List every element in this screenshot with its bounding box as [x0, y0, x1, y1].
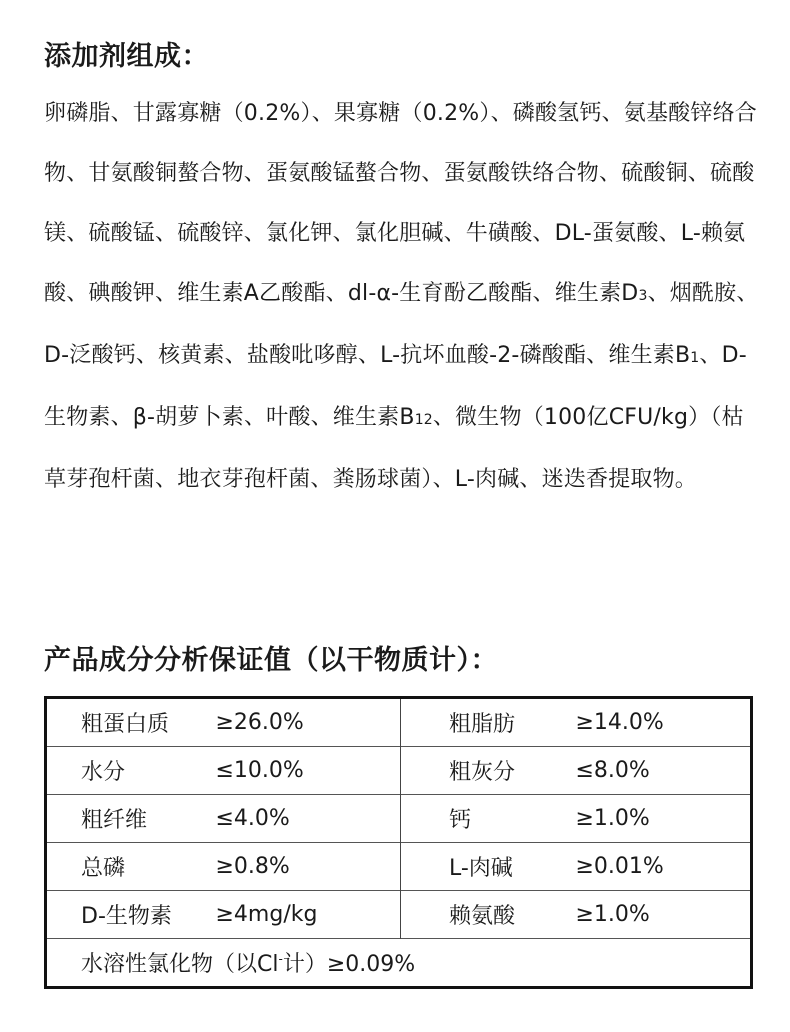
nutrient-value: ≥26.0% — [216, 698, 401, 747]
table-row — [46, 843, 752, 891]
additives-text-1: 卵磷脂、甘露寡糖（0.2%）、果寡糖（0.2%）、磷酸氢钙、氨基酸锌络合物、甘氨酸铜螯合物、蛋氨酸锰螯合物、蛋氨酸铁络合物、硫酸铜、硫酸镁、硫酸锰、硫酸锌、氯化钾、氯化胆碱、牛磺酸、DL-蛋氨酸、L-赖氨酸、碘酸钾、维生素A乙酸酯、dl-α-生育酚乙酸酯、维生素D — [44, 101, 757, 306]
subscript-3: 3 — [638, 288, 648, 304]
nutrient-value: ≤4.0% — [216, 795, 401, 843]
nutrient-name: 粗蛋白质 — [81, 712, 170, 737]
nutrient-name: 赖氨酸 — [401, 891, 576, 939]
subscript-12: 12 — [414, 412, 433, 428]
subscript-1: 1 — [690, 350, 700, 366]
nutrient-value: ≥14.0% — [575, 710, 664, 735]
nutrient-name: 水分 — [46, 747, 216, 795]
analysis-title: 产品成分分析保证值（以干物质计）： — [44, 645, 498, 676]
additives-list — [44, 84, 764, 510]
nutrient-name: 粗脂肪 — [449, 712, 516, 737]
table-row — [46, 747, 752, 795]
additives-text-3: 、D-生物素、β-胡萝卜素、叶酸、维生素B — [44, 343, 747, 430]
nutrient-value: ≥4mg/kg — [216, 891, 401, 939]
nutrient-name: D-生物素 — [46, 891, 216, 939]
nutrient-value: ≤8.0% — [576, 747, 752, 795]
nutrient-name: 钙 — [401, 795, 576, 843]
nutrient-name: L-肉碱 — [401, 843, 576, 891]
analysis-table — [44, 696, 753, 989]
nutrient-name: 粗纤维 — [46, 795, 216, 843]
additives-text-2: 、烟酰胺、D-泛酸钙、核黄素、盐酸吡哆醇、L-抗坏血酸-2-磷酸酯、维生素B — [44, 281, 759, 368]
nutrient-value: ≥0.8% — [216, 843, 401, 891]
nutrient-value: ≥1.0% — [576, 795, 752, 843]
chloride-label-prefix: 水溶性氯化物（以Cl — [81, 952, 279, 977]
additives-text-4: 、微生物（100亿CFU/kg）（枯草芽孢杆菌、地衣芽孢杆菌、粪肠球菌）、L-肉碱、迷迭香提取物。 — [44, 405, 744, 492]
nutrient-name: 粗灰分 — [401, 747, 576, 795]
nutrient-name: 总磷 — [46, 843, 216, 891]
chloride-superscript: - — [278, 952, 283, 966]
chloride-label-suffix: 计）≥0.09% — [282, 952, 416, 977]
nutrient-value: ≤10.0% — [216, 747, 401, 795]
table-row-footer — [46, 939, 752, 988]
table-row — [46, 698, 752, 747]
additives-title: 添加剂组成： — [44, 41, 209, 72]
table-row — [46, 891, 752, 939]
nutrient-value: ≥1.0% — [576, 891, 752, 939]
nutrient-value: ≥0.01% — [576, 843, 752, 891]
water-soluble-chloride — [46, 939, 752, 988]
table-row — [46, 795, 752, 843]
